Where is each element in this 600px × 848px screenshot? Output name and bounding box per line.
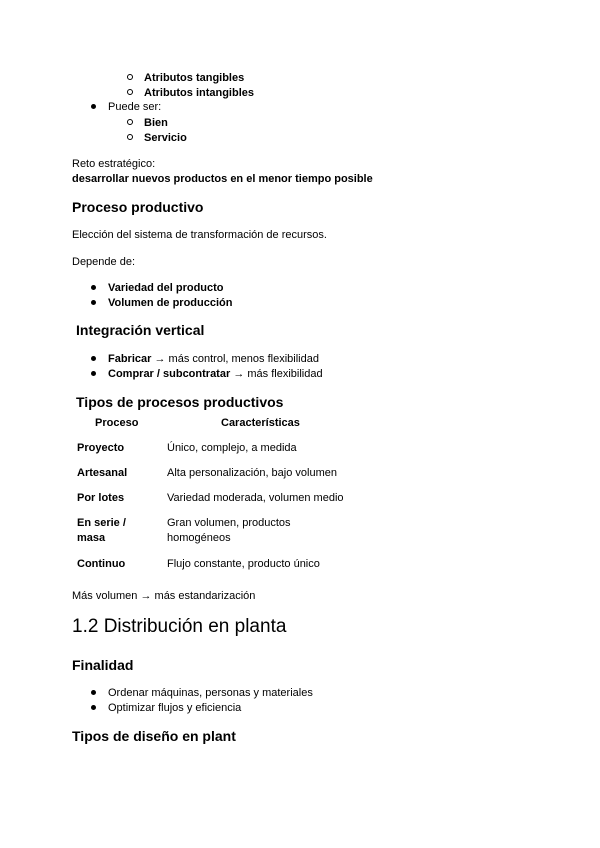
table-header-proceso: Proceso (95, 417, 139, 429)
disc-bullet-icon (91, 356, 96, 361)
table-header-caracteristicas: Características (221, 417, 300, 429)
list-item: Ordenar máquinas, personas y materiales (108, 687, 313, 699)
disc-bullet-icon (91, 300, 96, 305)
disc-bullet-icon (91, 371, 96, 376)
table-cell-caracteristicas: Alta personalización, bajo volumen (167, 467, 337, 479)
list-item (108, 352, 319, 366)
table-cell-caracteristicas: homogéneos (167, 532, 231, 544)
reto-label: Reto estratégico: (72, 158, 156, 170)
section-heading: Tipos de procesos productivos (76, 394, 284, 410)
list-item: Volumen de producción (108, 297, 233, 309)
section-heading: Integración vertical (76, 322, 205, 338)
circle-bullet-icon (127, 89, 133, 95)
list-subitem: Atributos tangibles (144, 72, 245, 84)
table-cell-caracteristicas: Variedad moderada, volumen medio (167, 492, 344, 504)
list-item: Optimizar flujos y eficiencia (108, 702, 242, 714)
table-cell-proceso: Continuo (77, 558, 126, 570)
disc-bullet-icon (91, 104, 96, 109)
disc-bullet-icon (91, 705, 96, 710)
chapter-title: 1.2 Distribución en planta (72, 616, 287, 637)
list-subitem: Bien (144, 117, 168, 129)
circle-bullet-icon (127, 134, 133, 140)
table-cell-caracteristicas: Único, complejo, a medida (167, 442, 297, 454)
reto-text: desarrollar nuevos productos en el menor tiempo posible (72, 173, 373, 185)
section-heading: Proceso productivo (72, 199, 204, 215)
table-cell-caracteristicas: Gran volumen, productos (167, 517, 291, 529)
table-cell-proceso: Artesanal (77, 467, 128, 479)
section-heading: Finalidad (72, 657, 134, 673)
list-item-bold: Fabricar (108, 353, 152, 365)
list-subitem: Atributos intangibles (144, 87, 254, 99)
table-cell-proceso: masa (77, 532, 106, 544)
list-subitem: Servicio (144, 132, 187, 144)
list-item: Puede ser: (108, 101, 162, 113)
list-item (108, 367, 323, 381)
paragraph: Elección del sistema de transformación de recursos. (72, 229, 327, 241)
section-heading: Tipos de diseño en plant (72, 728, 236, 744)
circle-bullet-icon (127, 74, 133, 80)
table-cell-proceso: Proyecto (77, 442, 125, 454)
list-item-rest: → más control, menos flexibilidad (154, 353, 319, 365)
paragraph: Más volumen → más estandarización (72, 590, 256, 602)
paragraph: Depende de: (72, 256, 135, 268)
disc-bullet-icon (91, 285, 96, 290)
list-item-rest: → más flexibilidad (233, 368, 323, 380)
table-cell-caracteristicas: Flujo constante, producto único (167, 558, 320, 570)
disc-bullet-icon (91, 690, 96, 695)
table-cell-proceso: Por lotes (77, 492, 125, 504)
circle-bullet-icon (127, 119, 133, 125)
list-item-bold: Comprar / subcontratar (108, 368, 231, 380)
table-cell-proceso: En serie / (77, 517, 126, 529)
list-item: Variedad del producto (108, 282, 224, 294)
